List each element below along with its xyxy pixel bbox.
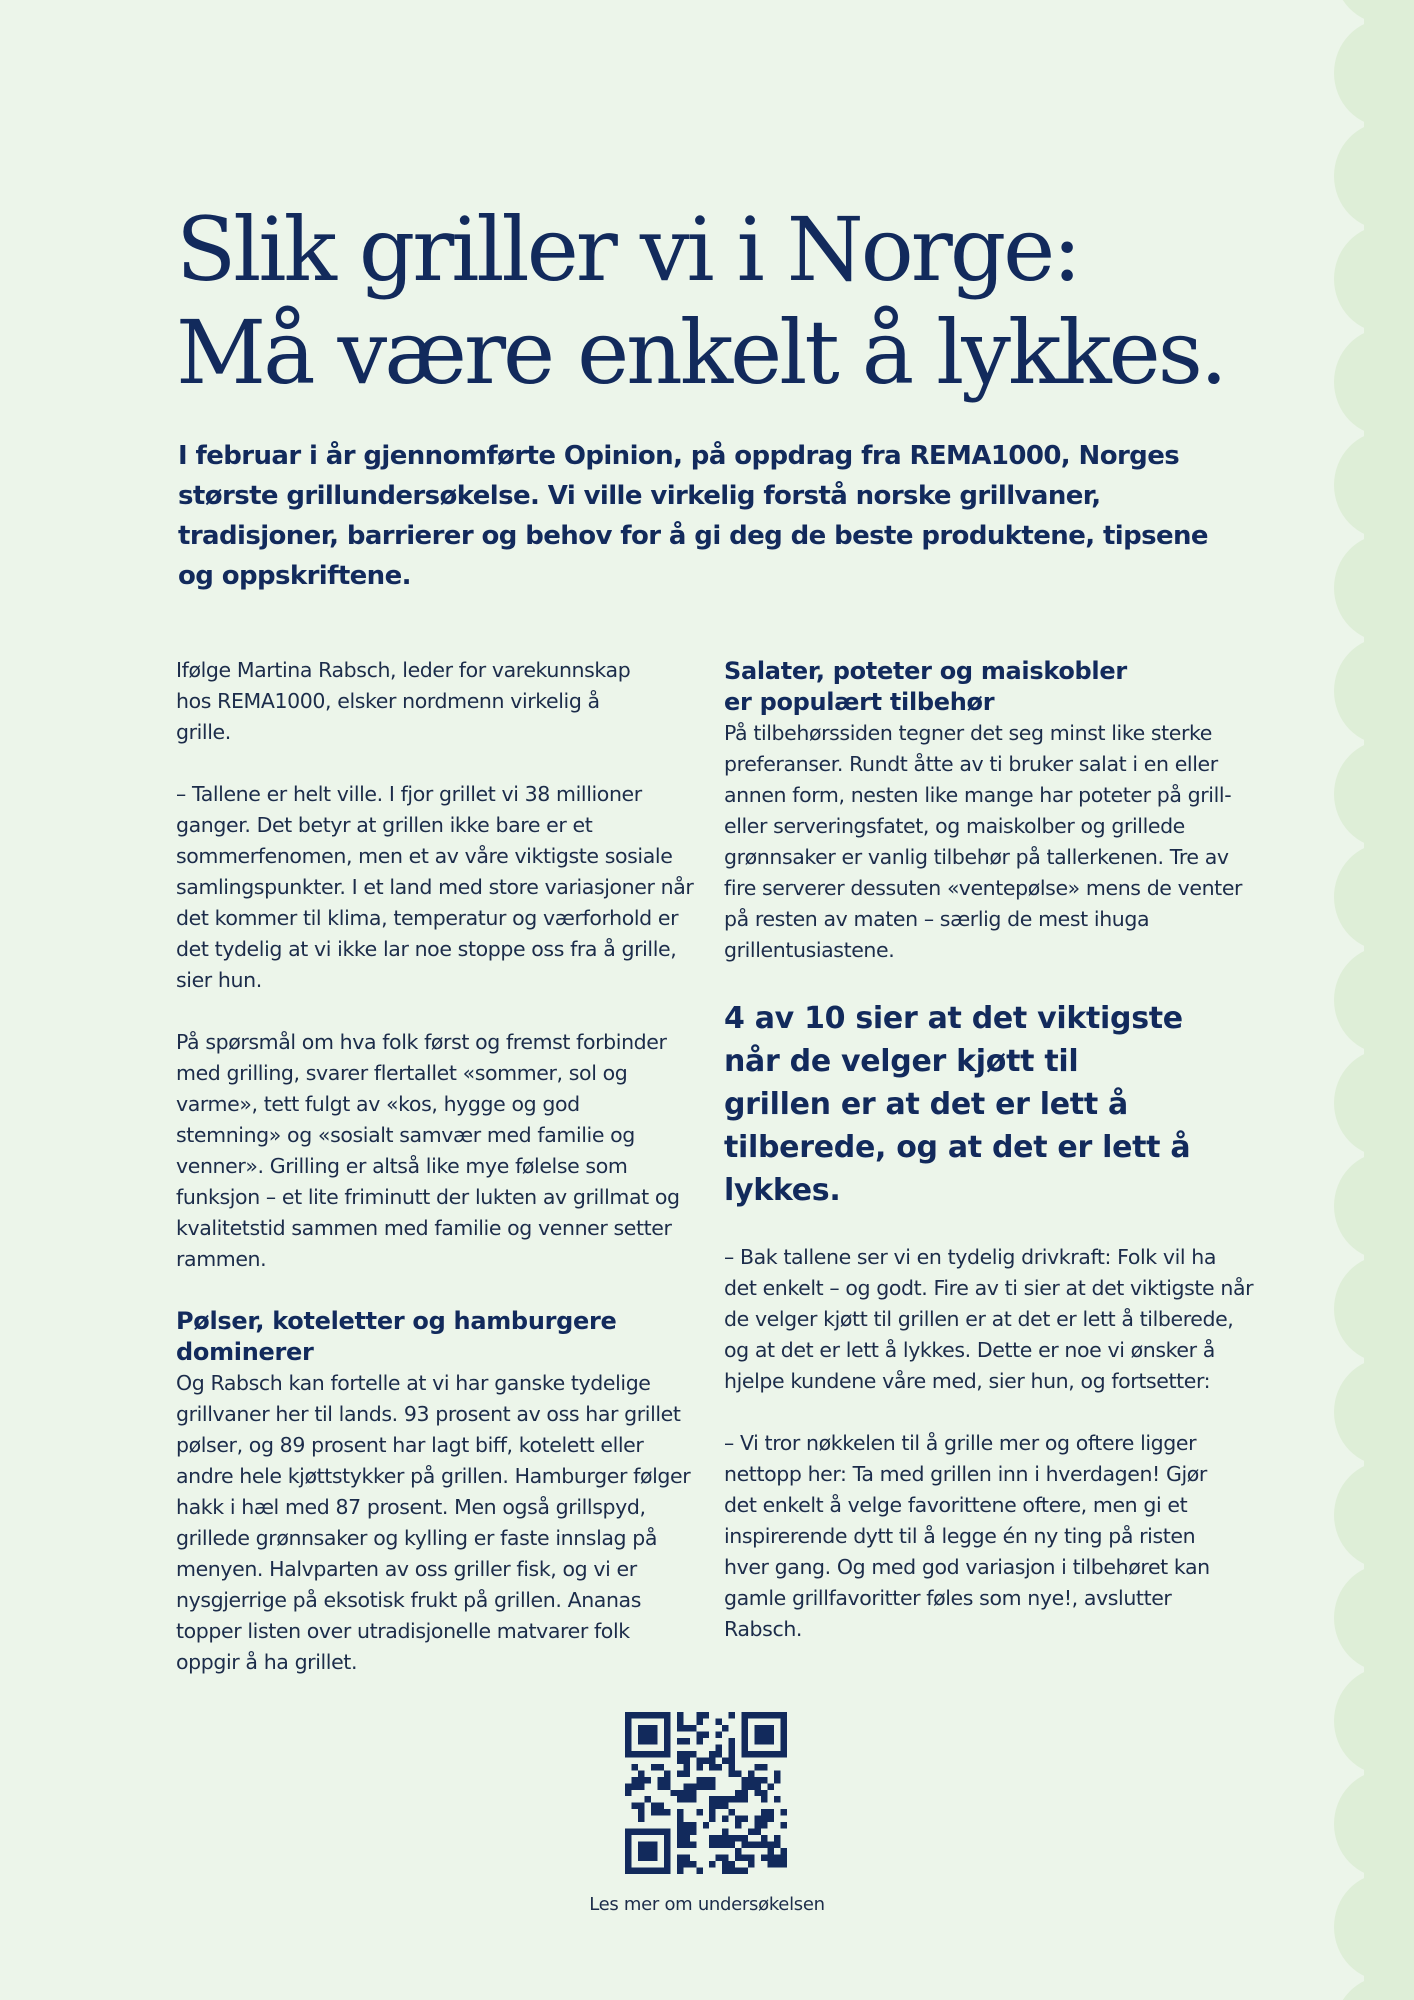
paragraph: – Bak tallene ser vi en tydelig drivkraft: Folk vil ha det enkelt – og godt. Fire av ti sier at det viktigste når de velger kjøtt til grillen er at det er lett å tilberede, og at det er lett å lykkes. Dette er noe vi ønsker å hjelpe kundene våre med, sier hun, og fortsetter: bbox=[724, 1245, 1254, 1393]
scallop-shape bbox=[1334, 225, 1414, 333]
scallop-shape bbox=[1334, 431, 1414, 539]
paragraph: På spørsmål om hva folk først og fremst forbinder med grilling, svarer flertallet «sommer, sol og varme», tett fulgt av «kos, hygge og god stemning» og «sosialt samvær med familie og venner». Grilling er altså like mye følelse som funksjon – et lite friminutt der lukten av grillmat og kvalitetstid sammen med familie og venner setter rammen. bbox=[176, 1030, 680, 1271]
scallop-shape bbox=[1334, 843, 1414, 951]
scallop-shape bbox=[1334, 1049, 1414, 1157]
paragraph: På tilbehørssiden tegner det seg minst like sterke preferanser. Rundt åtte av ti bruker salat i en eller annen form, nesten like mange har poteter på grill- eller serveringsfatet, og maiskolber og grillede grønnsaker er vanlig tilbehør på tallerkenen. Tre av fire serverer dessuten «ventepølse» mens de venter på resten av maten – særlig de mest ihuga grillentusiastene. bbox=[724, 721, 1243, 962]
scallop-shape bbox=[1334, 122, 1414, 230]
scallop-shape bbox=[1334, 1152, 1414, 1260]
qr-caption: Les mer om undersøkelsen bbox=[589, 1894, 825, 1915]
scallop-shape bbox=[1334, 1770, 1414, 1878]
intro-paragraph: I februar i år gjennomførte Opinion, på oppdrag fra REMA1000, Norges største grillundersøkelse. Vi ville virkelig forstå norske grillvaner, tradisjoner, barrierer og behov for å gi deg de beste produktene, tipsene og oppskriftene. bbox=[178, 441, 1208, 591]
scallop-shape bbox=[1334, 637, 1414, 745]
scallop-shape bbox=[1334, 1255, 1414, 1363]
scallop-shape bbox=[1334, 740, 1414, 848]
scallop-shape bbox=[1334, 534, 1414, 642]
section-heading: Pølser, koteletter og hamburgere dominerer bbox=[176, 1307, 617, 1366]
scallop-shape bbox=[1334, 1564, 1414, 1672]
section-heading: Salater, poteter og maiskobler er populært tilbehør bbox=[724, 657, 1127, 716]
page-title bbox=[176, 198, 1225, 404]
paragraph: – Tallene er helt ville. I fjor grillet vi 38 millioner ganger. Det betyr at grillen ikke bare er et sommerfenomen, men et av våre viktigste sosiale samlingspunkter. I et land med store variasjoner når det kommer til klima, temperatur og værforhold er det tydelig at vi ikke lar noe stoppe oss fra å grille, sier hun. bbox=[176, 782, 694, 992]
scalloped-border-decoration bbox=[1324, 0, 1414, 2000]
article-column-left bbox=[176, 655, 696, 1709]
scallop-shape bbox=[1334, 1873, 1414, 1981]
scallop-shape bbox=[1334, 19, 1414, 127]
scallop-shape bbox=[1334, 1976, 1414, 2000]
scallop-shape bbox=[1334, 1358, 1414, 1466]
paragraph: – Vi tror nøkkelen til å grille mer og oftere ligger nettopp her: Ta med grillen inn i hverdagen! Gjør det enkelt å velge favorittene oftere, men gi et inspirerende dytt til å legge én ny ting på risten hver gang. Og med god variasjon i tilbehøret kan gamle grillfavoritter føles som nye!, avslutter Rabsch. bbox=[724, 1431, 1210, 1641]
scallop-shape bbox=[1334, 946, 1414, 1054]
qr-code[interactable] bbox=[625, 1712, 787, 1874]
scallop-shape bbox=[1334, 1667, 1414, 1775]
article-column-right bbox=[724, 656, 1254, 1676]
title-line-1: Slik griller vi i Norge: bbox=[176, 198, 1079, 301]
scallop-shape bbox=[1334, 328, 1414, 436]
paragraph: Ifølge Martina Rabsch, leder for varekunnskap hos REMA1000, elsker nordmenn virkelig å grille. bbox=[176, 658, 631, 744]
title-line-2: Må være enkelt å lykkes. bbox=[176, 301, 1225, 404]
pull-quote: 4 av 10 sier at det viktigste når de velger kjøtt til grillen er at det er lett å tilberede, og at det er lett å lykkes. bbox=[724, 1001, 1191, 1208]
scallop-shape bbox=[1334, 1461, 1414, 1569]
scallop-shape bbox=[1334, 0, 1414, 24]
paragraph: Og Rabsch kan fortelle at vi har ganske tydelige grillvaner her til lands. 93 prosent av oss har grillet pølser, og 89 prosent har lagt biff, kotelett eller andre hele kjøttstykker på grillen. Hamburger følger hakk i hæl med 87 prosent. Men også grillspyd, grillede grønnsaker og kylling er faste innslag på menyen. Halvparten av oss griller fisk, og vi er nysgjerrige på eksotisk frukt på grillen. Ananas topper listen over utradisjonelle matvarer folk oppgir å ha grillet. bbox=[176, 1371, 691, 1674]
